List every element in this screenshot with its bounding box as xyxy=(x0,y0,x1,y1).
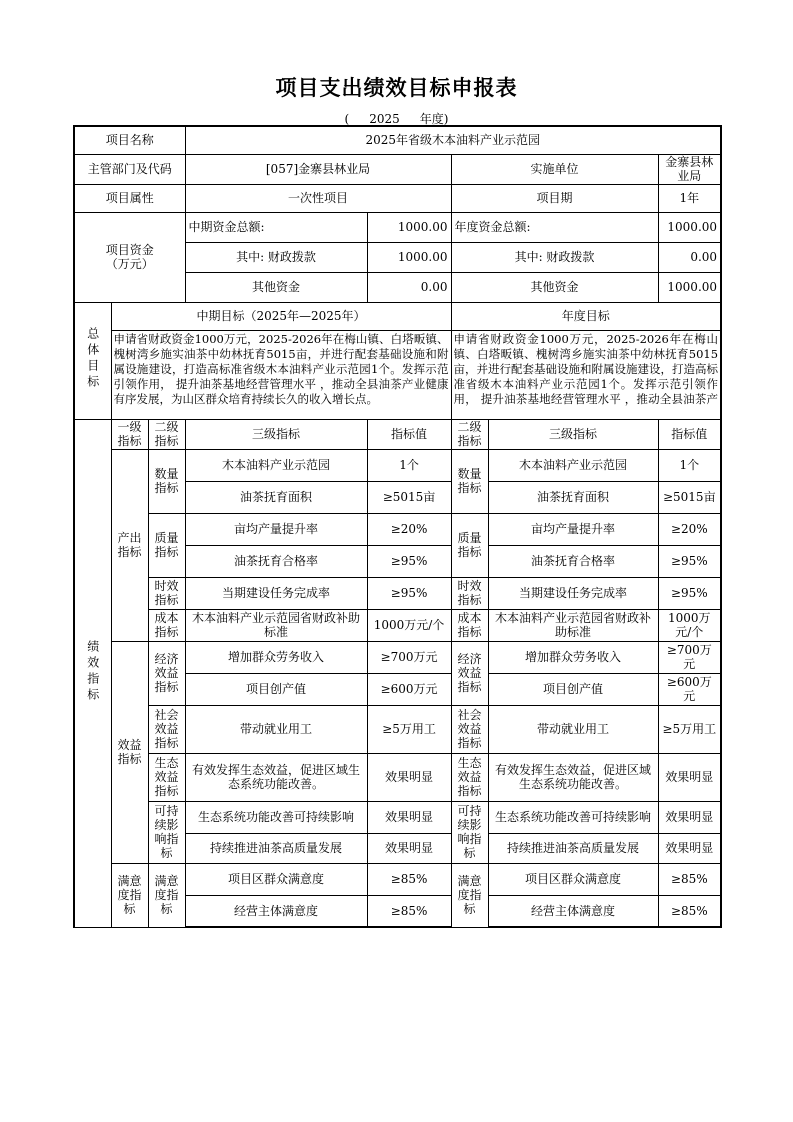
indicator-name: 油茶抚育合格率 xyxy=(185,545,367,577)
indicator-value: 效果明显 xyxy=(367,801,451,833)
indicator-name: 项目创产值 xyxy=(185,673,367,705)
header-level2: 二级指标 xyxy=(148,419,185,449)
attr-value: 一次性项目 xyxy=(185,184,451,212)
indicator-value: ≥700万元 xyxy=(367,641,451,673)
period-value: 1年 xyxy=(658,184,721,212)
indicator-name: 持续推进油茶高质量发展 xyxy=(185,833,367,863)
indicator-name-annual: 木本油料产业示范园 xyxy=(488,449,658,481)
indicator-value-annual: ≥700万元 xyxy=(658,641,721,673)
mid-other-value: 0.00 xyxy=(367,272,451,302)
impl-label: 实施单位 xyxy=(451,154,658,184)
mid-fiscal-label: 其中: 财政拨款 xyxy=(185,242,367,272)
mid-fiscal-value: 1000.00 xyxy=(367,242,451,272)
indicator-value: ≥85% xyxy=(367,895,451,927)
mid-goal-text: 申请省财政资金1000万元，2025-2026年在梅山镇、白塔畈镇、槐树湾乡施实油茶中幼林抚育5015亩，并进行配套基础设施和附属设施建设，打造高标准省级木本油料产业示范园1个。发挥示范引领作用， 提升油茶基地经营管理水平 ，推动全县油茶产业健康有序发展，为山区群众培育持续长久的收入增长点。 xyxy=(113,331,449,406)
sustainable-label-annual: 可持续影响指标 xyxy=(451,801,488,863)
funds-label: 项目资金 （万元） xyxy=(74,212,185,302)
indicator-value-annual: 效果明显 xyxy=(658,801,721,833)
annual-goal-header: 年度目标 xyxy=(451,302,721,330)
header-level1: 一级指标 xyxy=(111,419,148,449)
indicator-value-annual: ≥95% xyxy=(658,577,721,609)
indicator-name-annual: 油茶抚育合格率 xyxy=(488,545,658,577)
mid-goal-header: 中期目标（2025年—2025年） xyxy=(111,302,451,330)
indicator-name: 有效发挥生态效益，促进区域生态系统功能改善。 xyxy=(185,753,367,801)
satisfaction-level2-label-annual: 满意度指标 xyxy=(451,863,488,927)
indicator-value: 1000万元/个 xyxy=(367,609,451,641)
indicator-value: ≥95% xyxy=(367,545,451,577)
indicator-name-annual: 有效发挥生态效益，促进区域生态系统功能改善。 xyxy=(488,753,658,801)
indicator-value-annual: ≥5万用工 xyxy=(658,705,721,753)
project-name: 2025年省级木本油料产业示范园 xyxy=(185,126,721,154)
indicator-value: 效果明显 xyxy=(367,753,451,801)
ecological-label: 生态效益指标 xyxy=(148,753,185,801)
indicator-value-annual: ≥5015亩 xyxy=(658,481,721,513)
indicator-value: ≥600万元 xyxy=(367,673,451,705)
cost-label-annual: 成本指标 xyxy=(451,609,488,641)
indicator-name: 油茶抚育面积 xyxy=(185,481,367,513)
indicator-name: 当期建设任务完成率 xyxy=(185,577,367,609)
indicator-value-annual: ≥600万元 xyxy=(658,673,721,705)
indicator-name: 木本油料产业示范园 xyxy=(185,449,367,481)
indicator-value: ≥85% xyxy=(367,863,451,895)
output-indicator-label: 产出指标 xyxy=(111,449,148,641)
overall-goal-label: 总体目标 xyxy=(85,327,100,391)
indicator-name: 项目区群众满意度 xyxy=(185,863,367,895)
header-level3: 三级指标 xyxy=(185,419,367,449)
effect-indicator-label: 效益指标 xyxy=(111,641,148,863)
annual-goal-text: 申请省财政资金1000万元，2025-2026年在梅山镇、白塔畈镇、槐树湾乡施实油茶中幼林抚育5015亩，并进行配套基础设施和附属设施建设，打造高标准省级木本油料产业示范园1个。发挥示范引领作用， 提升油茶基地经营管理水平 ，推动全县油茶产 xyxy=(453,331,719,406)
economic-label-annual: 经济效益指标 xyxy=(451,641,488,705)
indicator-name-annual: 当期建设任务完成率 xyxy=(488,577,658,609)
indicator-name-annual: 项目创产值 xyxy=(488,673,658,705)
annual-fiscal-label: 其中: 财政拨款 xyxy=(451,242,658,272)
performance-label: 绩效指标 xyxy=(85,639,100,704)
quantity-label-annual: 数量指标 xyxy=(451,449,488,513)
satisfaction-level2-label: 满意度指标 xyxy=(148,863,185,927)
indicator-name-annual: 增加群众劳务收入 xyxy=(488,641,658,673)
annual-fiscal-value: 0.00 xyxy=(658,242,721,272)
impl-value: 金寨县林业局 xyxy=(658,154,721,184)
indicator-value-annual: ≥95% xyxy=(658,545,721,577)
indicator-value: ≥20% xyxy=(367,513,451,545)
header-value-annual: 指标值 xyxy=(658,419,721,449)
timeliness-label: 时效指标 xyxy=(148,577,185,609)
sustainable-label: 可持续影响指标 xyxy=(148,801,185,863)
indicator-value: 效果明显 xyxy=(367,833,451,863)
indicator-name-annual: 持续推进油茶高质量发展 xyxy=(488,833,658,863)
project-name-label: 项目名称 xyxy=(74,126,185,154)
annual-total-label: 年度资金总额: xyxy=(451,212,658,242)
indicator-value-annual: ≥85% xyxy=(658,895,721,927)
annual-total-value: 1000.00 xyxy=(658,212,721,242)
indicator-name-annual: 经营主体满意度 xyxy=(488,895,658,927)
indicator-name: 生态系统功能改善可持续影响 xyxy=(185,801,367,833)
period-label: 项目期 xyxy=(451,184,658,212)
annual-other-value: 1000.00 xyxy=(658,272,721,302)
indicator-value: ≥5015亩 xyxy=(367,481,451,513)
report-year: ( 2025 年度) xyxy=(344,112,449,126)
indicator-name: 经营主体满意度 xyxy=(185,895,367,927)
indicator-value-annual: 效果明显 xyxy=(658,833,721,863)
indicator-name: 木本油料产业示范园省财政补助标准 xyxy=(185,609,367,641)
indicator-name-annual: 木本油料产业示范园省财政补助标准 xyxy=(488,609,658,641)
indicator-name: 带动就业用工 xyxy=(185,705,367,753)
ecological-label-annual: 生态效益指标 xyxy=(451,753,488,801)
social-label-annual: 社会效益指标 xyxy=(451,705,488,753)
performance-target-table xyxy=(73,125,722,928)
mid-other-label: 其他资金 xyxy=(185,272,367,302)
indicator-value-annual: 效果明显 xyxy=(658,753,721,801)
indicator-name-annual: 生态系统功能改善可持续影响 xyxy=(488,801,658,833)
indicator-name-annual: 油茶抚育面积 xyxy=(488,481,658,513)
indicator-value-annual: ≥85% xyxy=(658,863,721,895)
quality-label: 质量指标 xyxy=(148,513,185,577)
timeliness-label-annual: 时效指标 xyxy=(451,577,488,609)
indicator-name-annual: 项目区群众满意度 xyxy=(488,863,658,895)
indicator-value: ≥95% xyxy=(367,577,451,609)
indicator-name-annual: 带动就业用工 xyxy=(488,705,658,753)
indicator-value-annual: ≥20% xyxy=(658,513,721,545)
dept-value: [057]金寨县林业局 xyxy=(185,154,451,184)
quality-label-annual: 质量指标 xyxy=(451,513,488,577)
header-level3-annual: 三级指标 xyxy=(488,419,658,449)
header-level2-annual: 二级指标 xyxy=(451,419,488,449)
page-title: 项目支出绩效目标申报表 xyxy=(275,75,518,100)
indicator-name: 亩均产量提升率 xyxy=(185,513,367,545)
cost-label: 成本指标 xyxy=(148,609,185,641)
dept-label: 主管部门及代码 xyxy=(74,154,185,184)
indicator-value: 1个 xyxy=(367,449,451,481)
mid-total-value: 1000.00 xyxy=(367,212,451,242)
social-label: 社会效益指标 xyxy=(148,705,185,753)
attr-label: 项目属性 xyxy=(74,184,185,212)
mid-total-label: 中期资金总额: xyxy=(185,212,367,242)
indicator-name-annual: 亩均产量提升率 xyxy=(488,513,658,545)
indicator-value-annual: 1000万元/个 xyxy=(658,609,721,641)
annual-other-label: 其他资金 xyxy=(451,272,658,302)
indicator-name: 增加群众劳务收入 xyxy=(185,641,367,673)
indicator-value: ≥5万用工 xyxy=(367,705,451,753)
quantity-label: 数量指标 xyxy=(148,449,185,513)
indicator-value-annual: 1个 xyxy=(658,449,721,481)
header-value: 指标值 xyxy=(367,419,451,449)
satisfaction-indicator-label: 满意度指标 xyxy=(111,863,148,927)
economic-label: 经济效益指标 xyxy=(148,641,185,705)
